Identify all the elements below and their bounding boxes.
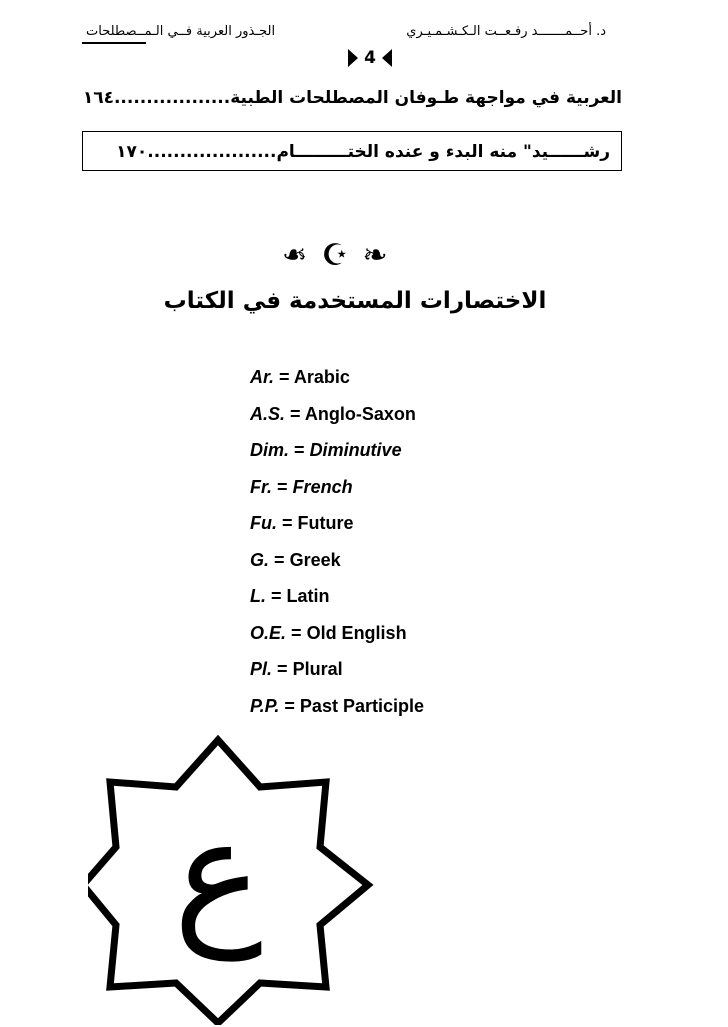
arrow-right-icon xyxy=(348,49,358,67)
toc-entry-title: العربية في مواجهة طـوفان المصطلحات الطبية xyxy=(230,88,622,108)
floral-right-icon: ❧ xyxy=(362,237,388,273)
abbreviation-meaning: Old English xyxy=(306,622,407,643)
abbreviation-equals: = xyxy=(294,440,305,460)
abbreviation-item xyxy=(250,583,424,620)
abbreviation-equals: = xyxy=(282,513,293,533)
toc-entry-dots: .................. xyxy=(113,88,231,108)
abbreviation-item xyxy=(250,693,424,730)
abbreviation-term: Ar. xyxy=(250,367,275,387)
abbreviation-item xyxy=(250,547,424,584)
abbreviation-item xyxy=(250,620,424,657)
abbreviation-item xyxy=(250,510,424,547)
abbreviation-term: A.S. xyxy=(250,403,286,424)
page-number xyxy=(330,44,410,72)
abbreviation-equals: = xyxy=(274,549,285,570)
page-number-value: 4 xyxy=(364,48,376,68)
abbreviation-equals: = xyxy=(277,476,288,497)
abbreviation-term: Pl. xyxy=(250,659,273,679)
abbreviation-item xyxy=(250,401,424,438)
toc-entry-dots: .................... xyxy=(147,142,277,162)
abbreviation-meaning: Anglo-Saxon xyxy=(304,403,416,424)
abbreviation-item xyxy=(250,474,424,511)
abbreviation-meaning: Future xyxy=(297,513,354,533)
abbreviation-equals: = xyxy=(271,586,282,606)
abbreviation-item xyxy=(250,656,424,693)
toc-entry xyxy=(83,88,622,108)
abbreviations-list xyxy=(250,364,424,729)
emblem-star xyxy=(88,735,428,1025)
abbreviation-meaning: Plural xyxy=(292,659,343,679)
crescent-star-icon: ☪ xyxy=(321,237,349,273)
section-ornament xyxy=(255,230,415,280)
abbreviation-term: P.P. xyxy=(250,695,280,716)
abbreviation-equals: = xyxy=(279,367,290,387)
abbreviation-item xyxy=(250,364,424,401)
abbreviation-term: L. xyxy=(250,586,266,606)
running-header-author: د. أحــمـــــــد رفـعــت الـكـشـمـيـري xyxy=(406,24,606,39)
toc-entry-page: ١٦٤ xyxy=(82,88,114,108)
abbreviation-term: G. xyxy=(250,549,270,570)
abbreviations-title: الاختصارات المستخدمة في الكتاب xyxy=(163,288,547,314)
abbreviation-equals: = xyxy=(277,659,288,679)
abbreviation-equals: = xyxy=(290,403,301,424)
toc-entry xyxy=(116,142,610,162)
header-rule xyxy=(82,42,146,44)
abbreviation-term: Fr. xyxy=(250,476,273,497)
abbreviation-meaning: Arabic xyxy=(293,367,350,387)
toc-entry-page: ١٧٠ xyxy=(116,142,148,162)
abbreviation-meaning: French xyxy=(292,476,353,497)
abbreviation-term: Fu. xyxy=(250,513,277,533)
arrow-left-icon xyxy=(382,49,392,67)
toc-entry-title: رشــــــيد" منه البدء و عنده الختـــــــــام xyxy=(276,142,610,162)
running-header-title: الجـذور العربية فــي الـمــصطلحات xyxy=(86,24,276,39)
abbreviation-item xyxy=(250,437,424,474)
abbreviation-equals: = xyxy=(291,622,302,643)
abbreviation-term: Dim. xyxy=(250,440,290,460)
emblem-letter: ع xyxy=(173,787,263,961)
abbreviation-term: O.E. xyxy=(250,622,287,643)
abbreviation-meaning: Diminutive xyxy=(309,440,402,460)
abbreviation-meaning: Latin xyxy=(286,586,330,606)
abbreviation-meaning: Past Participle xyxy=(299,695,424,716)
floral-left-icon: ❧ xyxy=(282,237,308,273)
abbreviation-equals: = xyxy=(284,695,295,716)
abbreviation-meaning: Greek xyxy=(289,549,341,570)
